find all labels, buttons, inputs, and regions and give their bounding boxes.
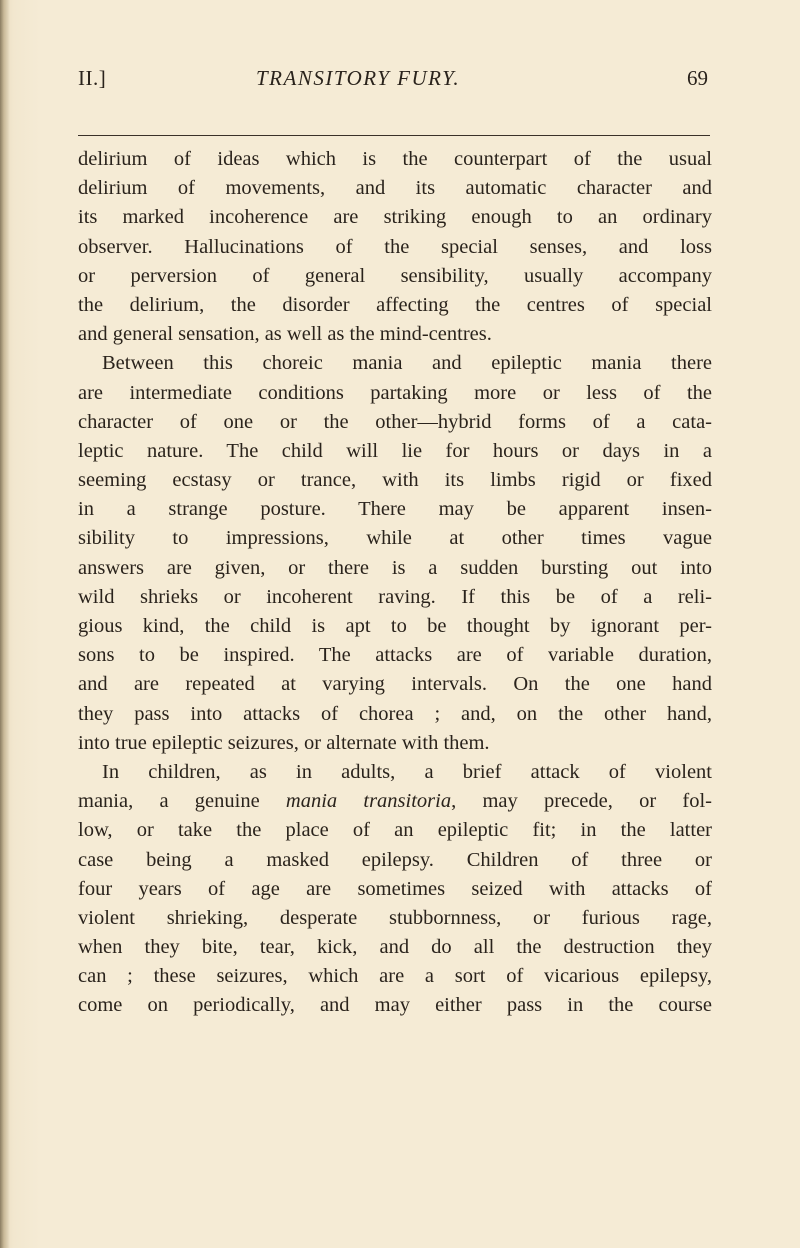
text-line: into true epileptic seizures, or alternate with them. — [78, 731, 490, 754]
text-line: violent shrieking, desperate stubbornness, or furious rage, — [78, 906, 712, 929]
text-line: can ; these seizures, which are a sort of vicarious epilepsy, — [78, 965, 712, 988]
text-line: wild shrieks or incoherent raving. If this be of a reli- — [78, 585, 712, 608]
text-line: they pass into attacks of chorea ; and, on the other hand, — [78, 702, 712, 725]
text-line: in a strange posture. There may be apparent insen- — [78, 498, 712, 521]
body-text — [78, 145, 712, 1021]
text-line: gious kind, the child is apt to be thought by ignorant per- — [78, 615, 712, 637]
italic-term: mania transitoria — [285, 790, 452, 813]
text-run: mania, a genuine — [78, 790, 286, 813]
text-line — [78, 787, 712, 816]
text-line: observer. Hallucinations of the special senses, and loss — [78, 235, 712, 258]
text-line: case being a masked epilepsy. Children of three or — [78, 848, 712, 871]
text-line: delirium of movements, and its automatic character and — [78, 177, 712, 200]
text-line: when they bite, tear, kick, and do all the destruction they — [78, 936, 712, 959]
text-line: and are repeated at varying intervals. On the one hand — [78, 673, 712, 696]
running-header — [78, 66, 708, 106]
text-line: and general sensation, as well as the mind-centres. — [78, 323, 492, 346]
text-line: are intermediate conditions partaking more or less of the — [78, 381, 712, 404]
text-line: sons to be inspired. The attacks are of variable duration, — [78, 644, 712, 667]
text-line: sibility to impressions, while at other times vague — [78, 527, 712, 550]
running-title: TRANSITORY FURY. — [256, 66, 461, 90]
text-line: four years of age are sometimes seized with attacks of — [78, 877, 712, 900]
text-line: leptic nature. The child will lie for hours or days in a — [78, 439, 712, 462]
text-line: In children, as in adults, a brief attack of violent — [102, 760, 712, 783]
text-line: delirium of ideas which is the counterpart of the usual — [78, 148, 712, 170]
text-line: character of one or the other—hybrid forms of a cata- — [78, 410, 712, 433]
header-rule — [78, 135, 710, 136]
text-line: the delirium, the disorder affecting the centres of special — [78, 293, 712, 316]
text-line: low, or take the place of an epileptic fit; in the latter — [78, 819, 712, 842]
text-line: seeming ecstasy or trance, with its limbs rigid or fixed — [78, 469, 712, 492]
text-line: or perversion of general sensibility, usually accompany — [78, 264, 712, 287]
text-line: Between this choreic mania and epileptic mania there — [102, 352, 712, 375]
text-line: answers are given, or there is a sudden bursting out into — [78, 556, 712, 579]
page-gutter-shadow — [0, 0, 10, 1248]
page-number: 69 — [687, 66, 708, 90]
chapter-marker: II.] — [78, 66, 107, 90]
text-run: , may precede, or fol- — [451, 790, 712, 813]
text-line: come on periodically, and may either pass in the course — [78, 994, 712, 1017]
text-line: its marked incoherence are striking enough to an ordinary — [78, 206, 712, 229]
